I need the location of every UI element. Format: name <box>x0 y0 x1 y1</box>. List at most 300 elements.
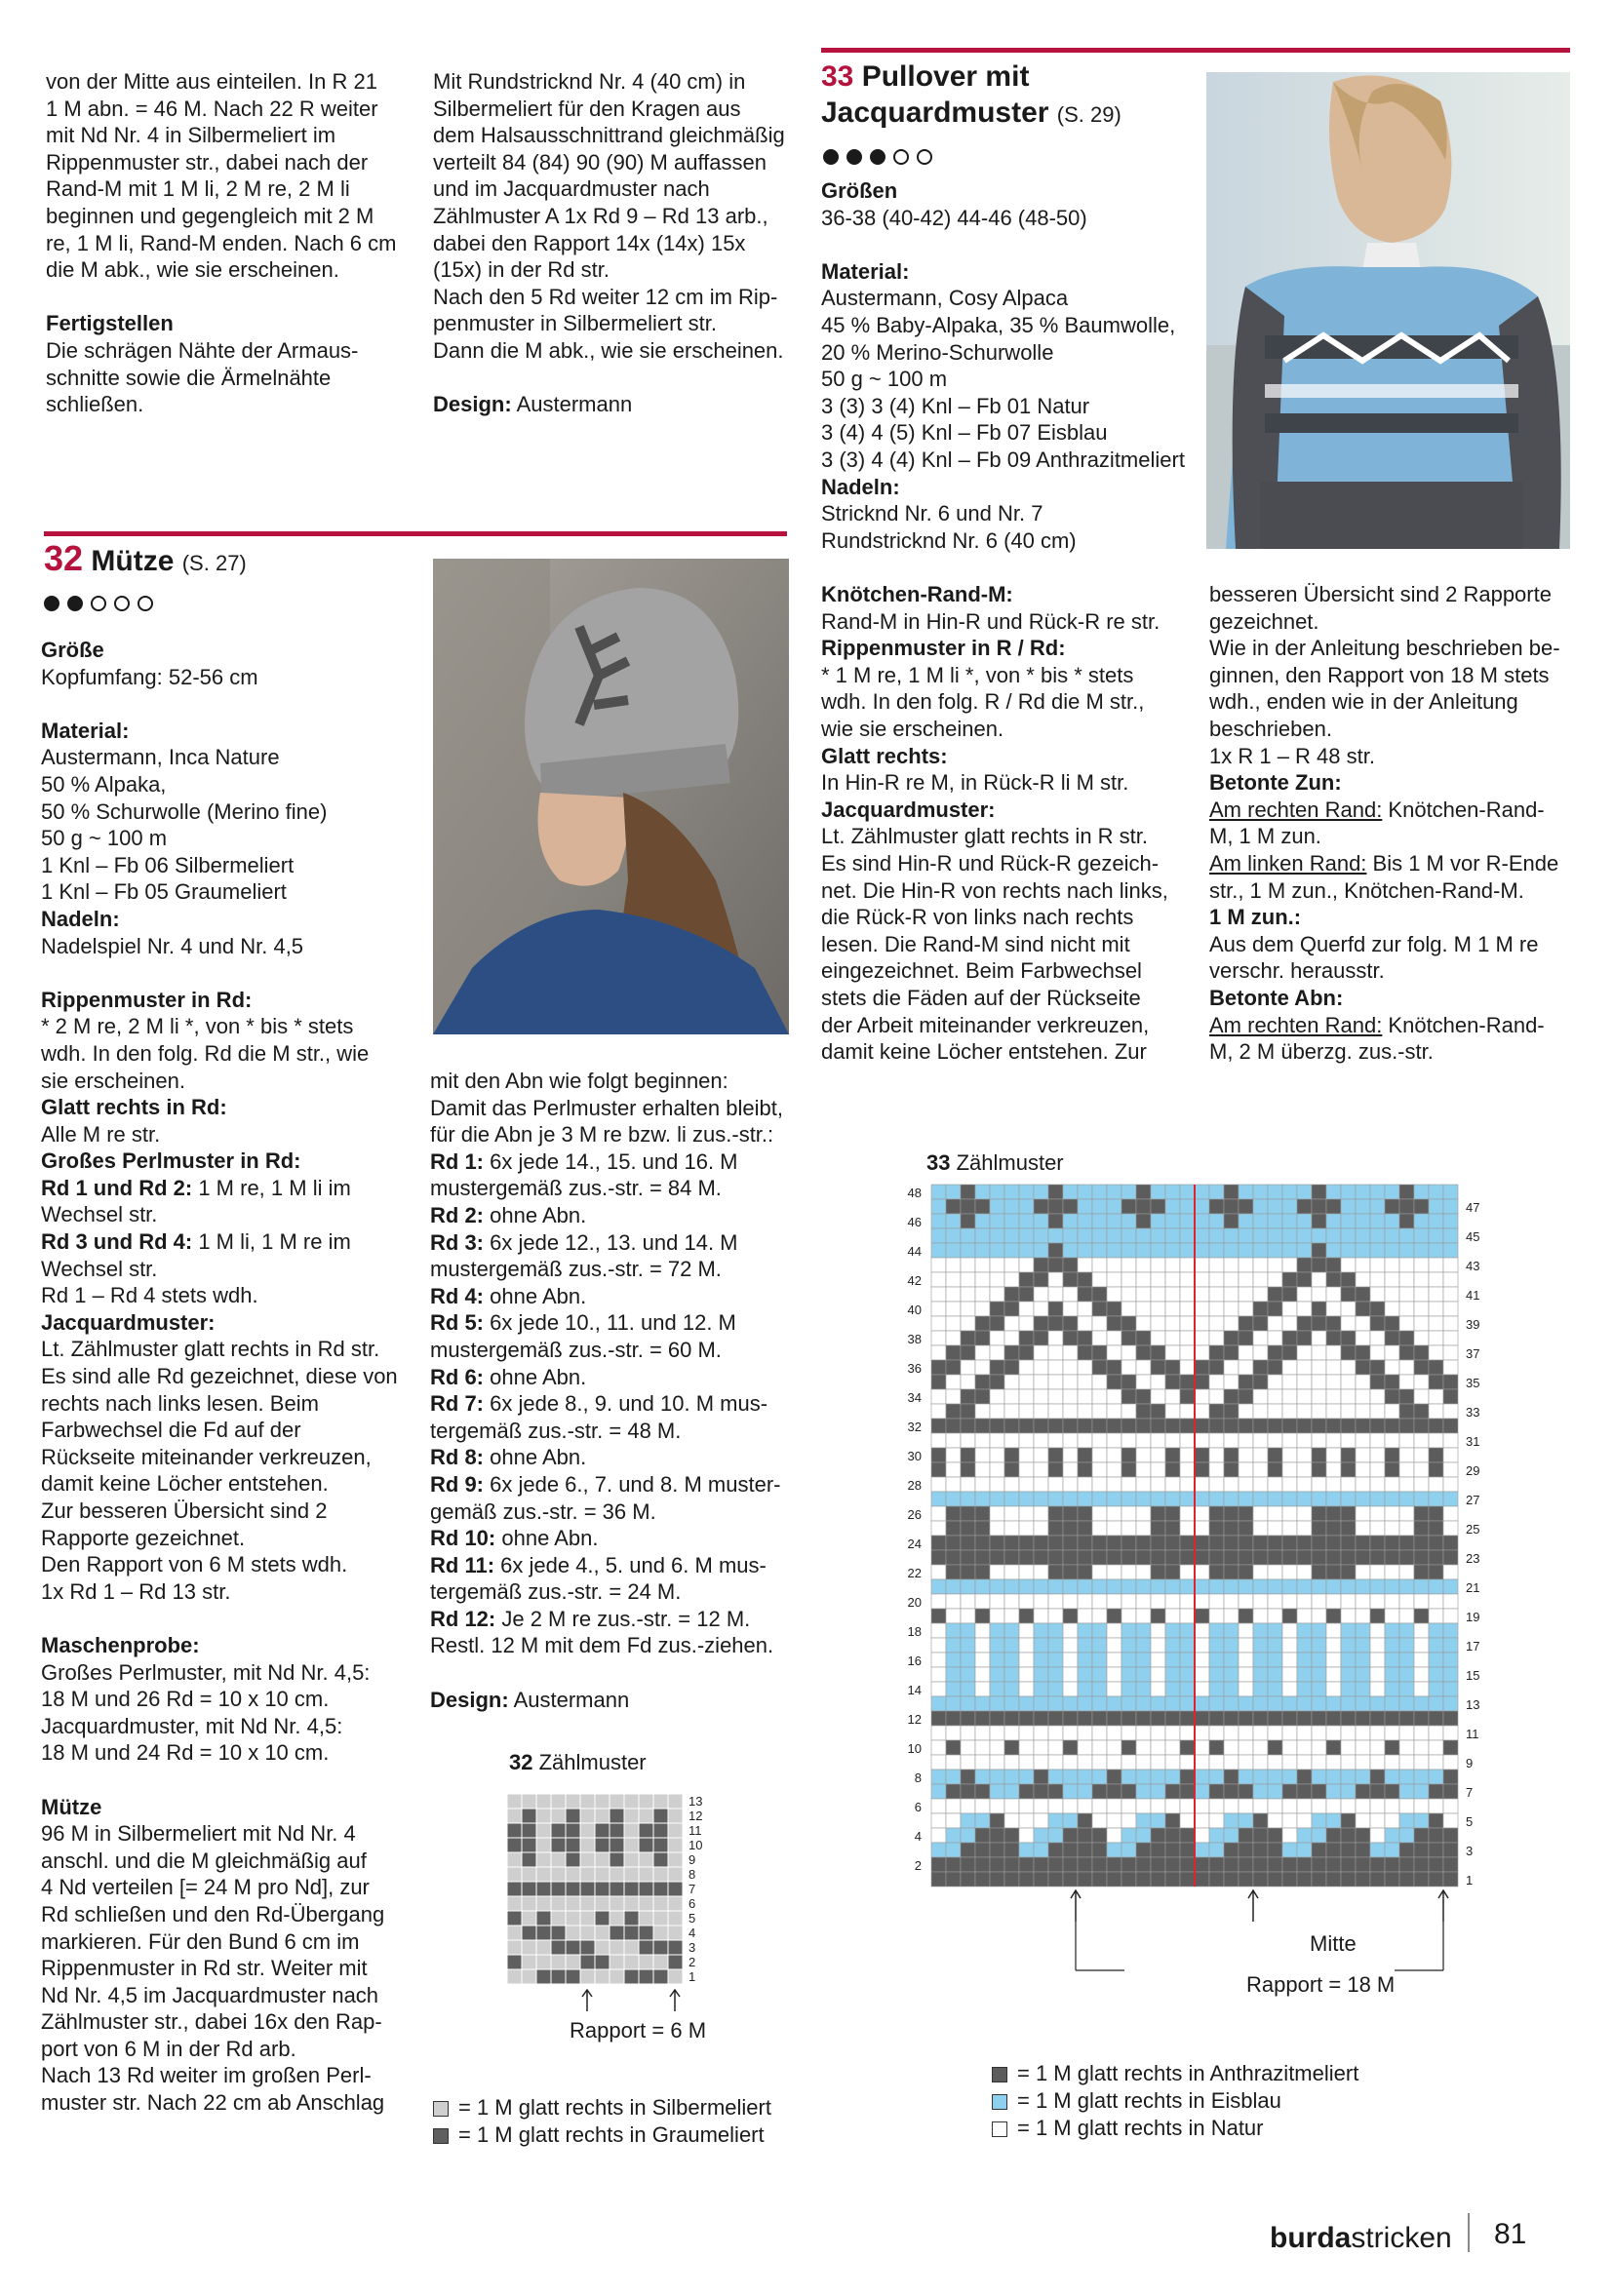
chart-cell <box>1092 1272 1107 1287</box>
chart-cell <box>1209 1199 1224 1214</box>
row-number: 45 <box>1466 1229 1480 1244</box>
chart-cell <box>1048 1813 1063 1828</box>
chart-cell <box>653 1809 668 1823</box>
chart-cell <box>961 1272 975 1287</box>
chart-cell <box>1312 1506 1326 1521</box>
chart-cell <box>1297 1623 1312 1638</box>
chart-cell <box>1268 1784 1282 1799</box>
chart-cell <box>566 1809 580 1823</box>
chart-cell <box>1268 1462 1282 1477</box>
chart-cell <box>1341 1199 1356 1214</box>
chart-cell <box>1063 1316 1078 1331</box>
chart-cell <box>1429 1857 1443 1872</box>
chart-cell <box>536 1882 551 1896</box>
chart-cell <box>1253 1711 1268 1726</box>
chart-cell <box>1326 1360 1341 1375</box>
chart-cell <box>1078 1843 1092 1857</box>
chart-cell <box>580 1969 595 1984</box>
chart-cell <box>507 1896 522 1911</box>
chart-cell <box>1414 1492 1429 1506</box>
chart-cell <box>1078 1623 1092 1638</box>
chart-cell <box>990 1770 1004 1784</box>
chart-cell <box>507 1882 522 1896</box>
chart-cell <box>1195 1565 1209 1579</box>
chart-cell <box>990 1579 1004 1594</box>
chart-cell <box>1048 1565 1063 1579</box>
chart-cell <box>522 1852 536 1867</box>
chart-cell <box>1092 1404 1107 1419</box>
chart-cell <box>1297 1492 1312 1506</box>
chart-cell <box>1429 1536 1443 1550</box>
chart-cell <box>946 1726 961 1740</box>
chart-cell <box>946 1214 961 1228</box>
chart-cell <box>1209 1682 1224 1696</box>
chart-cell <box>1370 1375 1385 1389</box>
chart-cell <box>566 1852 580 1867</box>
chart-cell <box>946 1828 961 1843</box>
text-line: wie sie erscheinen. <box>821 716 1004 741</box>
chart-cell <box>1312 1536 1326 1550</box>
chart-cell <box>1165 1609 1180 1623</box>
chart-cell <box>624 1926 639 1940</box>
row-number: 28 <box>907 1478 922 1493</box>
chart-cell <box>1195 1228 1209 1243</box>
section-32-title: 32 Mütze (S. 27) <box>44 538 247 578</box>
chart-cell <box>1078 1199 1092 1214</box>
chart-cell <box>1151 1667 1165 1682</box>
chart-cell <box>1195 1360 1209 1375</box>
chart-cell <box>1414 1389 1429 1404</box>
chart-cell <box>1326 1272 1341 1287</box>
chart-cell <box>1239 1594 1253 1609</box>
chart-cell <box>1092 1682 1107 1696</box>
chart-cell <box>1180 1243 1195 1258</box>
chart-cell <box>1048 1287 1063 1302</box>
legend-anthrazit: = 1 M glatt rechts in Anthrazitmeliert <box>992 2060 1358 2087</box>
subheading: Rippenmuster in R / Rd: <box>821 636 1066 661</box>
chart-cell <box>1297 1667 1312 1682</box>
chart-cell <box>1341 1506 1356 1521</box>
chart-cell <box>1326 1185 1341 1199</box>
chart-cell <box>931 1433 946 1448</box>
chart-cell <box>1048 1389 1063 1404</box>
chart-cell <box>1121 1185 1136 1199</box>
chart-cell <box>1399 1258 1414 1272</box>
chart-cell <box>1034 1302 1048 1316</box>
chart-cell <box>668 1882 683 1896</box>
chart-cell <box>1356 1448 1370 1462</box>
spacer <box>41 690 412 718</box>
chart-cell <box>1268 1799 1282 1813</box>
chart-cell <box>946 1550 961 1565</box>
chart-cell <box>1121 1755 1136 1770</box>
chart-cell <box>1356 1258 1370 1272</box>
chart-cell <box>990 1857 1004 1872</box>
chart-cell <box>1195 1740 1209 1755</box>
chart-cell <box>1282 1521 1297 1536</box>
chart-cell <box>1429 1389 1443 1404</box>
chart-cell <box>1399 1477 1414 1492</box>
chart-cell <box>975 1872 990 1887</box>
chart-cell <box>1136 1550 1151 1565</box>
chart-cell <box>1326 1653 1341 1667</box>
chart-cell <box>1048 1228 1063 1243</box>
collar-text <box>433 68 804 365</box>
chart-cell <box>1136 1813 1151 1828</box>
text-line: dem Halsausschnittrand gleichmäßig <box>433 123 785 148</box>
chart-cell <box>961 1345 975 1360</box>
chart-cell <box>507 1940 522 1955</box>
chart-cell <box>1092 1638 1107 1653</box>
chart-cell <box>1078 1331 1092 1345</box>
text-line: damit keine Löcher entstehen. <box>41 1471 329 1497</box>
chart-cell <box>1195 1477 1209 1492</box>
text-line: Rippenmuster in Rd str. Weiter mit <box>41 1956 368 1981</box>
chart-cell <box>1224 1755 1239 1770</box>
chart-cell <box>1239 1550 1253 1565</box>
chart-cell <box>1282 1389 1297 1404</box>
chart-cell <box>1414 1682 1429 1696</box>
text-line: beginnen und gegengleich mit 2 M <box>46 203 374 228</box>
text-line: muster str. Nach 22 cm ab Anschlag <box>41 2090 385 2116</box>
chart-cell <box>1356 1857 1370 1872</box>
chart-cell <box>1224 1799 1239 1813</box>
chart-cell <box>1370 1726 1385 1740</box>
chart-cell <box>1092 1521 1107 1536</box>
chart-cell <box>1063 1462 1078 1477</box>
row-number: 23 <box>1466 1551 1480 1566</box>
chart-cell <box>931 1667 946 1682</box>
chart-cell <box>1165 1185 1180 1199</box>
chart-cell <box>961 1653 975 1667</box>
chart-cell <box>1429 1653 1443 1667</box>
chart-cell <box>566 1940 580 1955</box>
chart-cell <box>961 1799 975 1813</box>
row-number: 8 <box>914 1771 922 1785</box>
chart-cell <box>639 1882 653 1896</box>
chart-cell <box>1004 1667 1019 1682</box>
text-line: Nd Nr. 4,5 im Jacquardmuster nach <box>41 1982 379 2007</box>
chart-cell <box>1151 1477 1165 1492</box>
chart-cell <box>639 1823 653 1838</box>
chart-cell <box>946 1345 961 1360</box>
chart-cell <box>1224 1550 1239 1565</box>
row-number: 31 <box>1466 1434 1480 1449</box>
chart-cell <box>1312 1477 1326 1492</box>
chart-cell <box>1282 1696 1297 1711</box>
chart-cell <box>1385 1331 1399 1345</box>
chart-cell <box>1048 1872 1063 1887</box>
chart-cell <box>1443 1199 1458 1214</box>
chart-cell <box>1312 1667 1326 1682</box>
chart-cell <box>1443 1726 1458 1740</box>
chart-cell <box>1312 1228 1326 1243</box>
chart-cell <box>1063 1682 1078 1696</box>
chart-cell <box>1136 1287 1151 1302</box>
chart-cell <box>1370 1843 1385 1857</box>
chart-cell <box>1312 1653 1326 1667</box>
chart-cell <box>1253 1506 1268 1521</box>
chart-cell <box>1209 1345 1224 1360</box>
chart-cell <box>507 1823 522 1838</box>
chart-cell <box>1063 1302 1078 1316</box>
chart-cell <box>1209 1331 1224 1345</box>
chart-cell <box>1224 1521 1239 1536</box>
chart-cell <box>1034 1799 1048 1813</box>
text-line: str., 1 M zun., Knötchen-Rand-M. <box>1209 877 1524 903</box>
chart-cell <box>1268 1448 1282 1462</box>
text-line: 18 M und 24 Rd = 10 x 10 cm. <box>41 1740 330 1766</box>
chart-cell <box>990 1448 1004 1462</box>
chart-cell <box>1399 1345 1414 1360</box>
chart-cell <box>1429 1404 1443 1419</box>
chart-cell <box>961 1316 975 1331</box>
chart-cell <box>1224 1682 1239 1696</box>
section-33-number: 33 <box>821 60 854 93</box>
chart-cell <box>1341 1316 1356 1331</box>
chart-cell <box>1239 1565 1253 1579</box>
chart-cell <box>931 1199 946 1214</box>
chart-cell <box>961 1506 975 1521</box>
chart-cell <box>946 1228 961 1243</box>
chart-cell <box>931 1448 946 1462</box>
chart-cell <box>1004 1360 1019 1375</box>
text-line: Zur besseren Übersicht sind 2 <box>41 1498 328 1523</box>
chart-cell <box>946 1770 961 1784</box>
chart-cell <box>1107 1667 1121 1682</box>
chart-cell <box>1136 1696 1151 1711</box>
chart-cell <box>1370 1521 1385 1536</box>
chart-cell <box>1443 1682 1458 1696</box>
text-line: Rundstricknd Nr. 6 (40 cm) <box>821 527 1077 553</box>
chart-cell <box>1341 1272 1356 1287</box>
chart-cell <box>1312 1389 1326 1404</box>
chart-cell <box>1326 1302 1341 1316</box>
chart-cell <box>1048 1345 1063 1360</box>
chart-cell <box>1326 1433 1341 1448</box>
chart-cell <box>961 1594 975 1609</box>
chart-cell <box>1370 1799 1385 1813</box>
chart-cell <box>1356 1331 1370 1345</box>
chart-cell <box>1326 1214 1341 1228</box>
chart-cell <box>1224 1214 1239 1228</box>
chart-cell <box>1180 1389 1195 1404</box>
chart-cell <box>1239 1843 1253 1857</box>
chart-cell <box>595 1823 610 1838</box>
chart-cell <box>990 1404 1004 1419</box>
chart-cell <box>1004 1609 1019 1623</box>
chart-cell <box>1370 1550 1385 1565</box>
chart-cell <box>1078 1477 1092 1492</box>
chart-cell <box>975 1696 990 1711</box>
chart-cell <box>1209 1755 1224 1770</box>
chart-cell <box>1370 1360 1385 1375</box>
chart-cell <box>1019 1228 1034 1243</box>
text-line: Rd 4: ohne Abn. <box>430 1283 587 1308</box>
text-line: * 2 M re, 2 M li *, von * bis * stets <box>41 1014 354 1039</box>
chart-cell <box>1004 1316 1019 1331</box>
chart-cell <box>1326 1345 1341 1360</box>
chart-cell <box>1195 1462 1209 1477</box>
chart-cell <box>961 1550 975 1565</box>
chart-cell <box>1034 1667 1048 1682</box>
chart-cell <box>1048 1667 1063 1682</box>
chart-cell <box>1078 1272 1092 1287</box>
chart-cell <box>1297 1770 1312 1784</box>
chart-cell <box>1195 1594 1209 1609</box>
chart-cell <box>1341 1565 1356 1579</box>
chart-cell <box>990 1199 1004 1214</box>
chart-cell <box>1443 1243 1458 1258</box>
chart-cell <box>931 1389 946 1404</box>
chart-cell <box>1341 1345 1356 1360</box>
chart-cell <box>1063 1857 1078 1872</box>
chart-cell <box>1326 1696 1341 1711</box>
chart-cell <box>1107 1638 1121 1653</box>
chart-cell <box>1341 1623 1356 1638</box>
text-line: Rd 2: ohne Abn. <box>430 1202 587 1227</box>
chart-cell <box>1048 1199 1063 1214</box>
chart-cell <box>1414 1813 1429 1828</box>
chart-cell <box>551 1896 566 1911</box>
chart-cell <box>1385 1784 1399 1799</box>
chart-cell <box>1253 1433 1268 1448</box>
chart-cell <box>1195 1272 1209 1287</box>
chart-cell <box>1180 1316 1195 1331</box>
chart-cell <box>1370 1667 1385 1682</box>
chart-cell <box>1443 1302 1458 1316</box>
chart-cell <box>653 1882 668 1896</box>
page-number: 81 <box>1494 2218 1527 2250</box>
chart-cell <box>1239 1243 1253 1258</box>
chart-cell <box>1356 1638 1370 1653</box>
chart-cell <box>668 1955 683 1969</box>
chart-cell <box>1253 1740 1268 1755</box>
chart-cell <box>946 1258 961 1272</box>
chart-cell <box>1019 1536 1034 1550</box>
chart-cell <box>1399 1492 1414 1506</box>
chart-cell <box>1443 1404 1458 1419</box>
chart-cell <box>1092 1316 1107 1331</box>
chart-cell <box>1224 1740 1239 1755</box>
section-32-instructions-left <box>41 637 412 2117</box>
text-line: für die Abn je 3 M re bzw. li zus.-str.: <box>430 1122 774 1148</box>
chart-cell <box>1297 1433 1312 1448</box>
chart-cell <box>1180 1682 1195 1696</box>
chart-cell <box>1151 1799 1165 1813</box>
chart-cell <box>507 1867 522 1882</box>
chart-cell <box>1078 1433 1092 1448</box>
chart-cell <box>1341 1857 1356 1872</box>
chart-cell <box>1165 1287 1180 1302</box>
chart-cell <box>1107 1784 1121 1799</box>
chart-cell <box>961 1462 975 1477</box>
chart-cell <box>1004 1448 1019 1462</box>
chart-cell <box>624 1867 639 1882</box>
chart-cell <box>624 1794 639 1809</box>
text-line: Zählmuster str., dabei 16x den Rap- <box>41 2009 382 2035</box>
chart-cell <box>1253 1609 1268 1623</box>
chart-cell <box>1151 1857 1165 1872</box>
chart-cell <box>1253 1579 1268 1594</box>
chart-cell <box>975 1433 990 1448</box>
chart-cell <box>1341 1243 1356 1258</box>
chart-cell <box>1268 1579 1282 1594</box>
swatch-natur <box>992 2121 1007 2137</box>
text-line: der Arbeit miteinander verkreuzen, <box>821 1012 1150 1037</box>
chart-cell <box>1239 1419 1253 1433</box>
chart-cell <box>1092 1536 1107 1550</box>
chart-cell <box>1151 1302 1165 1316</box>
chart-cell <box>1048 1433 1063 1448</box>
chart-cell <box>1063 1770 1078 1784</box>
chart-cell <box>931 1258 946 1272</box>
chart-cell <box>1209 1784 1224 1799</box>
chart-cell <box>990 1287 1004 1302</box>
page-reference: (S. 29) <box>1056 102 1121 127</box>
chart-cell <box>1370 1243 1385 1258</box>
chart-cell <box>1063 1872 1078 1887</box>
chart-cell <box>1034 1199 1048 1214</box>
chart-cell <box>1019 1784 1034 1799</box>
chart-cell <box>1268 1536 1282 1550</box>
text-line: wdh. In den folg. R / Rd die M str., <box>821 689 1145 715</box>
design-credit: Design: Austermann <box>433 392 633 417</box>
chart-cell <box>1239 1506 1253 1521</box>
chart-cell <box>975 1755 990 1770</box>
chart-cell <box>931 1521 946 1536</box>
chart-cell <box>1282 1433 1297 1448</box>
chart-cell <box>1312 1404 1326 1419</box>
chart-cell <box>1414 1302 1429 1316</box>
chart-cell <box>961 1579 975 1594</box>
chart-cell <box>1326 1506 1341 1521</box>
chart-cell <box>1048 1857 1063 1872</box>
chart-cell <box>595 1838 610 1852</box>
chart-cell <box>946 1857 961 1872</box>
chart-cell <box>1121 1726 1136 1740</box>
chart-cell <box>1034 1857 1048 1872</box>
chart-cell <box>1268 1872 1282 1887</box>
chart-cell <box>1048 1638 1063 1653</box>
chart-cell <box>1195 1302 1209 1316</box>
chart-cell <box>990 1682 1004 1696</box>
chart-cell <box>1063 1477 1078 1492</box>
chart-cell <box>1063 1331 1078 1345</box>
chart-cell <box>1326 1331 1341 1345</box>
chart-cell <box>610 1940 624 1955</box>
chart-cell <box>931 1609 946 1623</box>
chart-cell <box>1107 1594 1121 1609</box>
chart-cell <box>1019 1506 1034 1521</box>
chart-cell <box>1195 1770 1209 1784</box>
text-line: Rd 8: ohne Abn. <box>430 1445 587 1470</box>
chart-cell <box>1239 1287 1253 1302</box>
chart-cell <box>1092 1345 1107 1360</box>
chart-cell <box>1312 1682 1326 1696</box>
chart-cell <box>1165 1726 1180 1740</box>
chart-cell <box>1239 1302 1253 1316</box>
chart-cell <box>1034 1272 1048 1287</box>
chart-cell <box>536 1911 551 1926</box>
chart-cell <box>1282 1360 1297 1375</box>
chart-cell <box>1151 1272 1165 1287</box>
chart-cell <box>1034 1506 1048 1521</box>
chart-cell <box>1121 1828 1136 1843</box>
chart-cell <box>1282 1638 1297 1653</box>
chart-cell <box>639 1955 653 1969</box>
chart-cell <box>566 1955 580 1969</box>
